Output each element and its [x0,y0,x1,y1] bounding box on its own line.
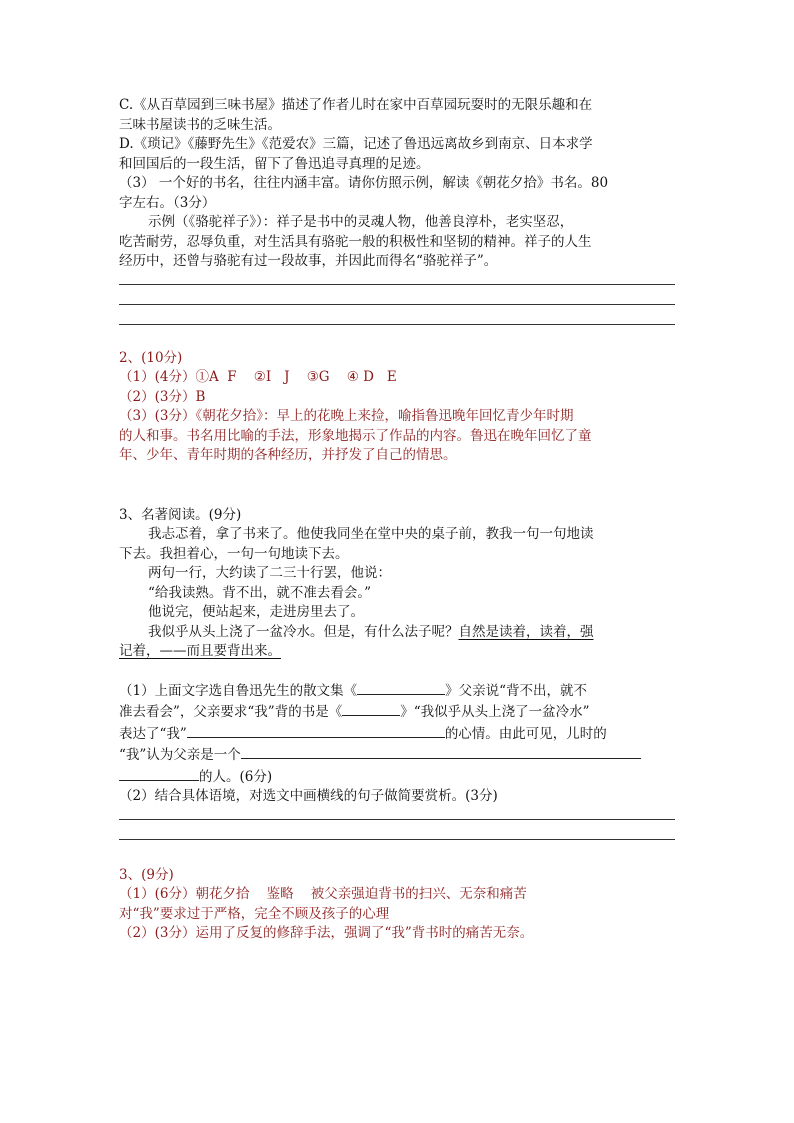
example-paragraph [119,213,675,272]
answer-3-block [119,866,675,944]
question-text: 》父亲说“背不出，就不 [445,682,587,699]
passage-line: 下去。我担着心，一句一句地读下去。 [119,545,349,562]
text-line: 吃苦耐劳，忍辱负重，对生活具有骆驼一般的积极性和坚韧的精神。祥子的人生 [119,233,592,250]
option-d [119,135,675,174]
text-line: 字左右。（3分） [119,194,216,211]
fill-blank[interactable] [357,680,445,695]
text-line: 和回国后的一段生活，留下了鲁迅追寻真理的足迹。 [119,155,430,172]
text-line: 经历中，还曾与骆驼有过一段故事，并因此而得名“骆驼祥子”。 [119,253,498,269]
underlined-sentence: 记着，——而且要背出来。 [119,643,281,659]
question-text: 》“我似乎从头上浇了一盆冷水” [400,704,590,720]
passage-text: 我似乎从头上浇了一盆冷水。但是，有什么法子呢？ [148,623,459,640]
passage-line [119,642,675,662]
question-title: 3、名著阅读。(9分) [119,506,242,523]
question-line [119,744,675,766]
question-text: （1）上面文字选自鲁迅先生的散文集《 [119,682,358,699]
question-line [119,723,675,745]
question-3-prompt [119,174,675,213]
passage-line: “给我读熟。背不出，就不准去看会。” [148,584,372,601]
fill-blank[interactable] [342,701,400,716]
question-text: 表达了“我” [119,725,187,742]
answer-line-text: 对“我”要求过于严格，完全不顾及孩子的心理 [119,905,390,922]
question-line: （2）结合具体语境，对选文中画横线的句子做简要赏析。(3分) [119,788,498,804]
answer-title: 2、(10分) [119,349,183,366]
question-3-block [119,506,675,840]
fill-blank[interactable] [187,723,445,738]
question-text: “我”认为父亲是一个 [119,747,241,763]
fill-blank[interactable] [119,766,199,781]
answer-line-text: 的人和事。书名用比喻的手法，形象地揭示了作品的内容。鲁迅在晚年回忆了童 [119,427,592,444]
fill-blank[interactable] [241,744,641,759]
passage-line [119,623,675,643]
text-line: （3） 一个好的书名，往往内涵丰富。请你仿照示例，解读《朝花夕拾》书名。80 [119,175,609,191]
passage-line: 我忐忑着，拿了书来了。他使我同坐在堂中央的桌子前，教我一句一句地读 [148,526,594,542]
text-line: C.《从百草园到三味书屋》描述了作者儿时在家中百草园玩耍时的无限乐趣和在 [119,97,593,113]
passage-line: 他说完，便站起来，走进房里去了。 [148,604,364,620]
passage-line: 两句一行，大约读了二三十行罢，他说： [148,565,391,581]
question-line [119,680,675,702]
answer-line-text: （3）(3分）《朝花夕拾》：早上的花晚上来捡，喻指鲁迅晚年回忆青少年时期 [119,408,574,424]
option-c [119,96,675,135]
answer-title: 3、(9分) [119,866,174,883]
answer-line-text: （2）(3分）B [119,388,206,405]
answer-line-text: （2）(3分）运用了反复的修辞手法，强调了“我”背书时的痛苦无奈。 [119,925,534,941]
question-text: 准去看会”，父亲要求“我”背的书是《 [119,704,343,720]
question-line [119,766,675,788]
answer-line-text: （1）(4分）①A F ②I J ③G ④ D E [119,369,397,385]
answer-line-text: 年、少年、青年时期的各种经历，并抒发了自己的情思。 [119,447,457,463]
text-line: D.《琐记》《藤野先生》《范爱农》三篇，记述了鲁迅远离故乡到南京、日本求学 [119,136,593,152]
answer-2-block [119,349,675,466]
underlined-sentence: 自然是读着，读着，强 [458,623,594,640]
text-line: 示例（《骆驼祥子》）：祥子是书中的灵魂人物，他善良淳朴，老实坚忍， [148,214,574,230]
document-page [119,96,675,944]
question-text: 的心情。由此可见，儿时的 [444,725,607,742]
question-text: 的人。(6分) [199,768,273,785]
question-line [119,701,675,723]
text-line: 三味书屋读书的乏味生活。 [119,116,281,133]
answer-line-text: （1）(6分）朝花夕拾 鉴略 被父亲强迫背书的扫兴、无奈和痛苦 [119,886,527,902]
